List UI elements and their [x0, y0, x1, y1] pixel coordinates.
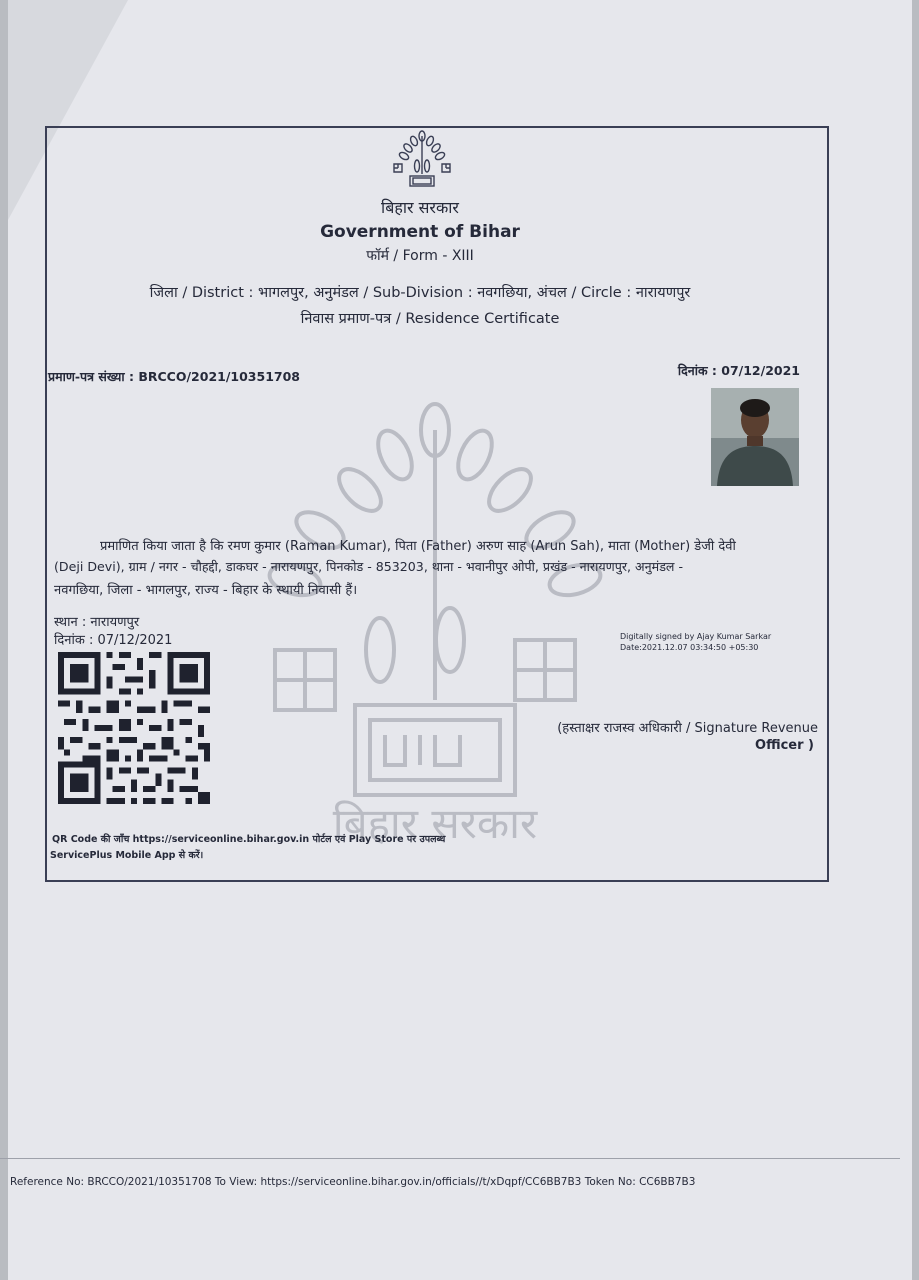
government-title: Government of Bihar	[320, 222, 520, 242]
applicant-photo	[711, 388, 799, 486]
footer-reference: Reference No: BRCCO/2021/10351708 To View: https://serviceonline.bihar.gov.in/officials//t/xDqpf/CC6BB7B3 Token No: CC6BB7B3	[10, 1176, 696, 1188]
qr-verification-note-line-2: ServicePlus Mobile App से करें।	[50, 850, 204, 861]
certificate-body-line-2: (Deji Devi), ग्राम / नगर - चौहद्दी, डाकघर - नारायणपुर, पिनकोड - 853203, थाना - भवानीपुर ओपी, प्रखंड - नारायणपुर, अनुमंडल -	[54, 559, 684, 574]
footer-divider	[0, 1158, 900, 1159]
place-date-label: दिनांक : 07/12/2021	[54, 633, 173, 648]
certificate-type: निवास प्रमाण-पत्र / Residence Certificate	[300, 311, 560, 327]
signature-label-line-1: (हस्ताक्षर राजस्व अधिकारी / Signature Revenue	[557, 721, 818, 736]
issue-date: दिनांक : 07/12/2021	[677, 363, 800, 378]
person-photo-icon	[711, 388, 799, 486]
watermark-emblem-icon	[260, 400, 610, 860]
digital-signature-date: Date:2021.12.07 03:34:50 +05:30	[620, 643, 759, 652]
state-name-hindi: बिहार सरकार	[381, 198, 459, 217]
signature-label-line-2: Officer )	[755, 738, 814, 753]
bihar-emblem-icon	[390, 128, 454, 192]
form-number: फॉर्म / Form - XIII	[366, 248, 474, 264]
qr-code-icon	[58, 652, 210, 804]
certificate-body-line-3: नवगछिया, जिला - भागलपुर, राज्य - बिहार के स्थायी निवासी हैं।	[54, 583, 358, 598]
digital-signature-name: Digitally signed by Ajay Kumar Sarkar	[620, 632, 772, 641]
place-label: स्थान : नारायणपुर	[54, 615, 140, 630]
qr-verification-note-line-1: QR Code की जाँच https://serviceonline.bihar.gov.in पोर्टल एवं Play Store पर उपलब्ध	[52, 834, 446, 845]
certificate-number: प्रमाण-पत्र संख्या : BRCCO/2021/10351708	[48, 369, 300, 384]
district-line: जिला / District : भागलपुर, अनुमंडल / Sub-Division : नवगछिया, अंचल / Circle : नारायणपुर	[149, 285, 691, 301]
certificate-body-line-1: प्रमाणित किया जाता है कि रमण कुमार (Raman Kumar), पिता (Father) अरुण साह (Arun Sah), माता (Mother) डेजी देवी	[100, 539, 736, 554]
watermark-text: बिहार सरकार	[332, 799, 538, 848]
